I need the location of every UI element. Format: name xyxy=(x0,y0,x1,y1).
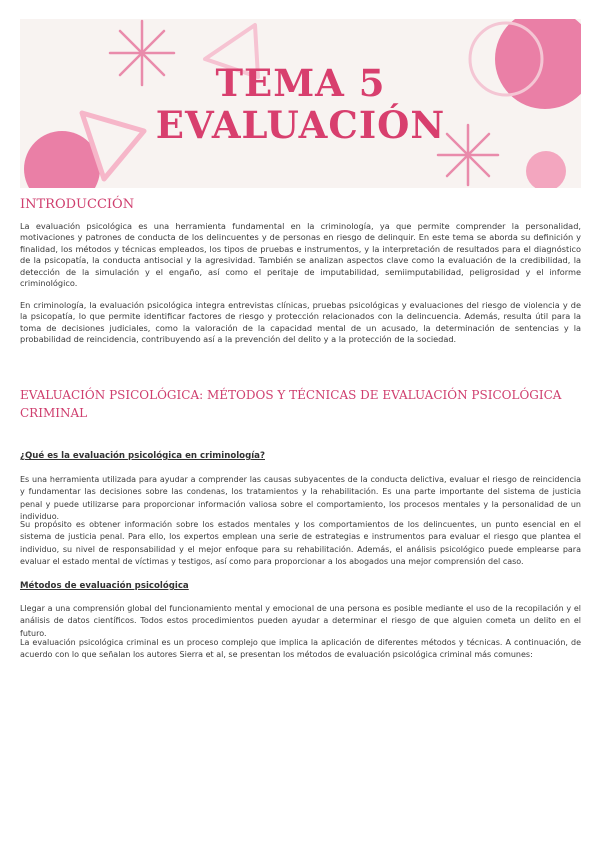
methods-paragraph-1: Llegar a una comprensión global del funcionamiento mental y emocional de una persona es posible mediante el uso de la recopilación y el análisis de datos científicos. Todos estos procedimientos pueden ayudar a determinar el riesgo de que alguien cometa un delito en el futuro. xyxy=(20,604,581,638)
methods-heading: Métodos de evaluación psicológica xyxy=(20,581,189,591)
title-line-2: EVALUACIÓN xyxy=(155,103,446,147)
question-paragraph-1: Es una herramienta utilizada para ayudar a comprender las causas subyacentes de la conducta delictiva, evaluar el riesgo de reincidencia y fundamentar las decisiones sobre las condenas, los tratamientos y la rehabilitación. Es una parte importante del sistema de justicia penal y puede utilizarse para proporcionar información valiosa sobre el comportamiento, los procesos mentales y la personalidad de un individuo. xyxy=(20,475,581,522)
title-line-1: TEMA 5 xyxy=(215,61,386,105)
intro-paragraph-1: La evaluación psicológica es una herramienta fundamental en la criminología, ya que permite comprender la personalidad, motivaciones y patrones de conducta de los delincuentes y de personas en riesgo de delinquir. En este tema se aborda su definición y finalidad, los métodos y técnicas empleados, los tipos de pruebas e instrumentos, y la interpretación de resultados para el diagnóstico de la psicopatía, la conducta antisocial y la agresividad. También se analizan aspectos clave como la evaluación de la credibilidad, la detección de la simulación y el engaño, así como el peritaje de imputabilidad, semiimputabilidad, peligrosidad y el informe criminológico. xyxy=(20,221,581,289)
circle-shape xyxy=(526,151,566,188)
section-heading-line-2: CRIMINAL xyxy=(20,406,88,420)
question-paragraph-2: Su propósito es obtener información sobre los estados mentales y los comportamientos de los delincuentes, un punto esencial en el sistema de justicia penal. Para ello, los expertos emplean una serie de estrategias e instrumentos para evaluar el riesgo que plantea el individuo, su nivel de responsabilidad y el mejor enfoque para su rehabilitación. Además, el análisis psicológico puede emplearse para evaluar el estado mental de víctimas y testigos, así como para proporcionar a los abogados una mejor comprensión del caso. xyxy=(20,520,581,567)
intro-heading: INTRODUCCIÓN xyxy=(20,197,135,212)
section-heading-line-1: EVALUACIÓN PSICOLÓGICA: MÉTODOS Y TÉCNICAS DE EVALUACIÓN PSICOLÓGICA xyxy=(20,388,562,402)
section-heading xyxy=(20,386,581,422)
question-heading: ¿Qué es la evaluación psicológica en criminología? xyxy=(20,451,265,461)
intro-paragraph-2: En criminología, la evaluación psicológica integra entrevistas clínicas, pruebas psicológicas y evaluaciones del riesgo de violencia y de la psicopatía, lo que permite identificar factores de riesgo y protección relacionados con la delincuencia. Además, resulta útil para la toma de decisiones judiciales, como la valoración de la capacidad mental de un acusado, la determinación de sentencias y la probabilidad de reincidencia, contribuyendo así a la prevención del delito y a la protección de la sociedad. xyxy=(20,300,581,345)
title-banner xyxy=(20,19,581,188)
methods-paragraph-2: La evaluación psicológica criminal es un proceso complejo que implica la aplicación de diferentes métodos y técnicas. A continuación, de acuerdo con lo que señalan los autores Sierra et al, se presentan los métodos de evaluación psicológica criminal más comunes: xyxy=(20,638,581,660)
